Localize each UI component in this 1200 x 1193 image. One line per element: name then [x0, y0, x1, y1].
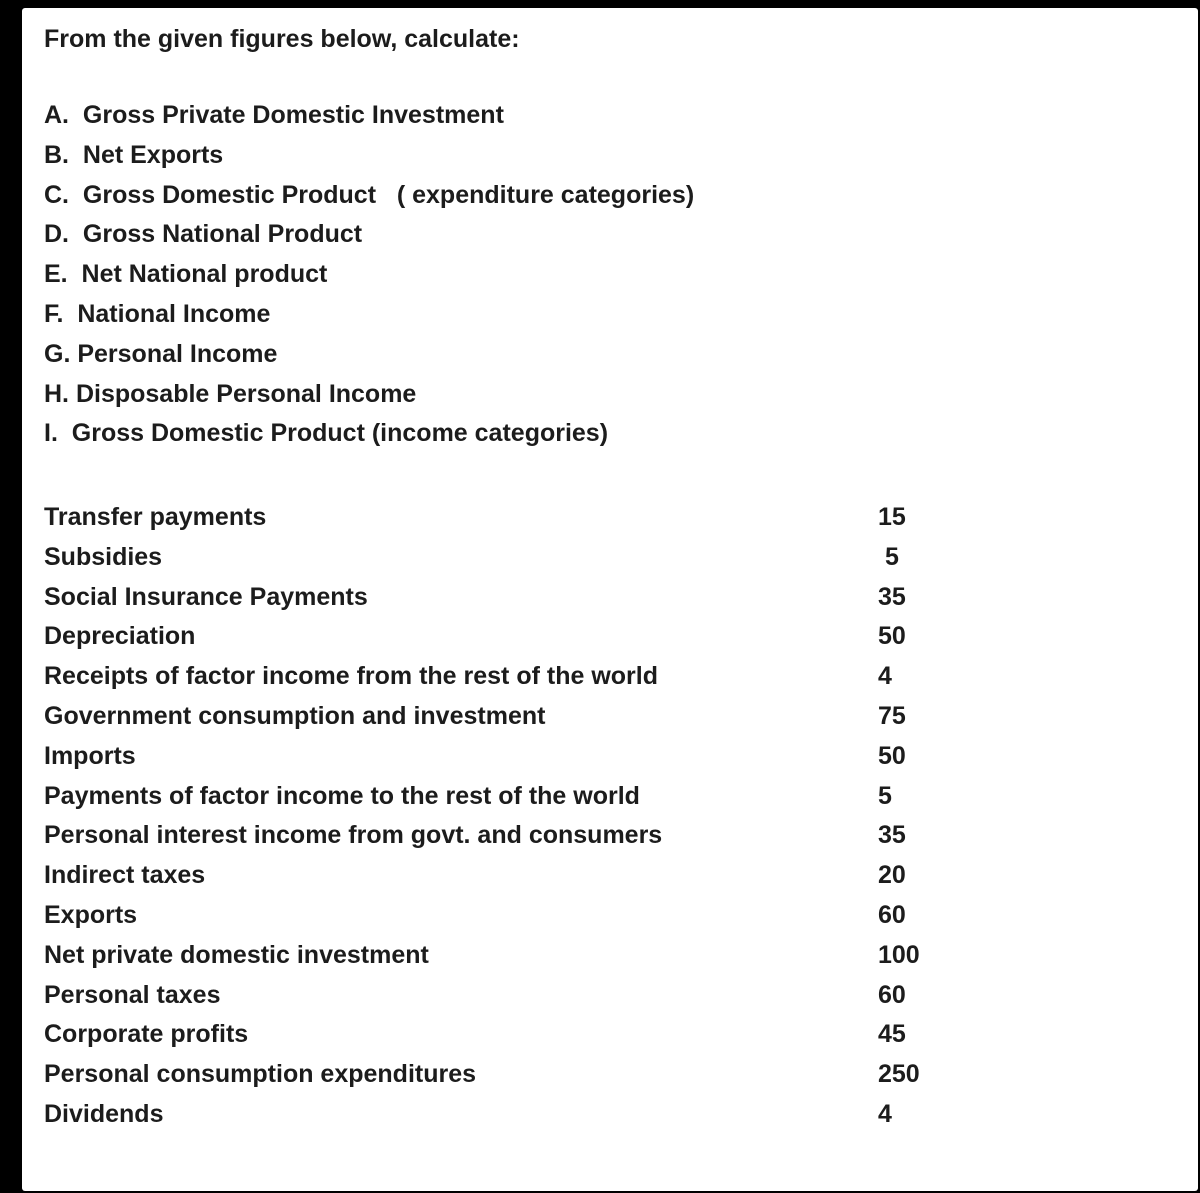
figure-label: Depreciation	[44, 622, 196, 651]
figure-row	[44, 816, 944, 856]
figures-list	[44, 498, 944, 1135]
figure-row	[44, 1055, 944, 1095]
figure-label: Personal taxes	[44, 980, 221, 1009]
task-item: G. Personal Income	[44, 339, 278, 368]
figure-label: Transfer payments	[44, 503, 267, 531]
figure-value: 50	[878, 741, 906, 770]
task-item: A. Gross Private Domestic Investment	[44, 101, 504, 129]
figure-row	[44, 578, 944, 618]
figure-label: Personal consumption expenditures	[44, 1060, 477, 1089]
figure-value: 5	[878, 542, 899, 571]
figure-value: 20	[878, 861, 906, 890]
figure-row	[44, 856, 944, 896]
task-list	[44, 96, 694, 454]
figure-row	[44, 657, 944, 697]
figure-label: Receipts of factor income from the rest of the world	[44, 662, 658, 691]
figure-row	[44, 1015, 944, 1055]
figure-row	[44, 737, 944, 777]
figure-value: 15	[878, 503, 906, 531]
figure-label: Personal interest income from govt. and consumers	[44, 821, 663, 850]
figure-label: Exports	[44, 900, 138, 929]
task-item: D. Gross National Product	[44, 220, 363, 249]
figure-value: 75	[878, 701, 906, 730]
figure-label: Corporate profits	[44, 1020, 249, 1049]
figure-row	[44, 896, 944, 936]
task-item: B. Net Exports	[44, 140, 224, 169]
figure-row	[44, 936, 944, 976]
figure-label: Payments of factor income to the rest of the world	[44, 781, 640, 810]
figure-label: Government consumption and investment	[44, 701, 546, 730]
figure-value: 60	[878, 980, 906, 1009]
task-item: F. National Income	[44, 299, 271, 328]
document-sheet	[22, 8, 1198, 1191]
figure-value: 35	[878, 582, 906, 611]
task-item: I. Gross Domestic Product (income categories)	[44, 419, 609, 448]
figure-label: Dividends	[44, 1099, 164, 1128]
figure-value: 100	[878, 940, 920, 969]
figure-value: 4	[878, 662, 892, 691]
figure-label: Net private domestic investment	[44, 940, 429, 969]
figure-value: 45	[878, 1020, 906, 1049]
figure-label: Social Insurance Payments	[44, 582, 368, 611]
task-item: C. Gross Domestic Product ( expenditure categories)	[44, 180, 695, 209]
figure-label: Subsidies	[44, 542, 163, 571]
figure-row	[44, 777, 944, 817]
figure-value: 60	[878, 900, 906, 929]
task-item: H. Disposable Personal Income	[44, 379, 417, 408]
figure-row	[44, 498, 944, 538]
task-item: E. Net National product	[44, 260, 328, 289]
figure-row	[44, 697, 944, 737]
figure-label: Imports	[44, 741, 136, 770]
figure-row	[44, 976, 944, 1016]
figure-row	[44, 538, 944, 578]
figure-row	[44, 1095, 944, 1135]
figure-row	[44, 617, 944, 657]
figure-value: 35	[878, 821, 906, 850]
intro-heading: From the given figures below, calculate:	[44, 25, 520, 53]
figure-value: 250	[878, 1060, 920, 1089]
figure-value: 5	[878, 781, 892, 810]
figure-label: Indirect taxes	[44, 861, 206, 890]
figure-value: 50	[878, 622, 906, 651]
figure-value: 4	[878, 1099, 892, 1128]
